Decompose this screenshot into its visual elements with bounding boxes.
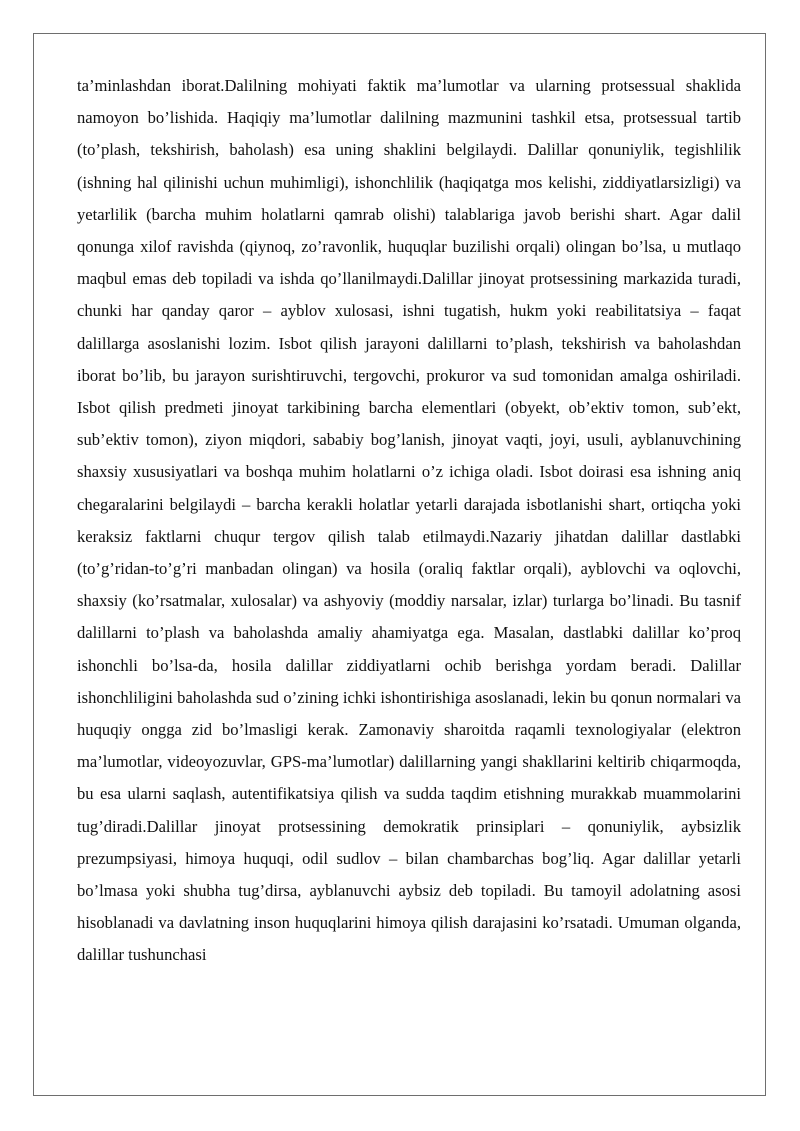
body-paragraph: ta’minlashdan iborat.Dalilning mohiyati faktik ma’lumotlar va ularning protsessual shaklida namoyon bo’lishida. Haqiqiy ma’lumotlar dalilning mazmunini tashkil etsa, protsessual tartib (to’plash, tekshirish, baholash) esa uning shaklini belgilaydi. Dalillar qonuniylik, tegishlilik (ishning hal qilinishi uchun muhimligi), ishonchlilik (haqiqatga mos kelishi, ziddiyatlarsizligi) va yetarlilik (barcha muhim holatlarni qamrab olishi) talablariga javob berishi shart. Agar dalil qonunga xilof ravishda (qiynoq, zo’ravonlik, huquqlar buzilishi orqali) olingan bo’lsa, u mutlaqo maqbul emas deb topiladi va ishda qo’llanilmaydi.Dalillar jinoyat protsessining markazida turadi, chunki har qanday qaror – ayblov xulosasi, ishni tugatish, hukm yoki reabilitatsiya – faqat dalillarga asoslanishi lozim. Isbot qilish jarayoni dalillarni to’plash, tekshirish va baholashdan iborat bo’lib, bu jarayon surishtiruvchi, tergovchi, prokuror va sud tomonidan amalga oshiriladi. Isbot qilish predmeti jinoyat tarkibining barcha elementlari (obyekt, ob’ektiv tomon, sub’ekt, sub’ektiv tomon), ziyon miqdori, sababiy bog’lanish, jinoyat vaqti, joyi, usuli, ayblanuvchining shaxsiy xususiyatlari va boshqa muhim holatlarni o’z ichiga oladi. Isbot doirasi esa ishning aniq chegaralarini belgilaydi – barcha kerakli holatlar yetarli darajada isbotlanishi shart, ortiqcha yoki keraksiz faktlarni chuqur tergov qilish talab etilmaydi.Nazariy jihatdan dalillar dastlabki (to’g’ridan-to’g’ri manbadan olingan) va hosila (oraliq faktlar orqali), ayblovchi va oqlovchi, shaxsiy (ko’rsatmalar, xulosalar) va ashyoviy (moddiy narsalar, izlar) turlarga bo’linadi. Bu tasnif dalillarni to’plash va baholashda amaliy ahamiyatga ega. Masalan, dastlabki dalillar ko’proq ishonchli bo’lsa-da, hosila dalillar ziddiyatlarni ochib berishga yordam beradi. Dalillar ishonchliligini baholashda sud o’zining ichki ishontirishiga asoslanadi, lekin bu qonun normalari va huquqiy ongga zid bo’lmasligi kerak. Zamonaviy sharoitda raqamli texnologiyalar (elektron ma’lumotlar, videoyozuvlar, GPS-ma’lumotlar) dalillarning yangi shakllarini keltirib chiqarmoqda, bu esa ularni saqlash, autentifikatsiya qilish va sudda taqdim etishning murakkab muammolarini tug’diradi.Dalillar jinoyat protsessining demokratik prinsiplari – qonuniylik, aybsizlik prezumpsiyasi, himoya huquqi, odil sudlov – bilan chambarchas bog’liq. Agar dalillar yetarli bo’lmasa yoki shubha tug’dirsa, ayblanuvchi aybsiz deb topiladi. Bu tamoyil adolatning asosi hisoblanadi va davlatning inson huquqlarini himoya qilish darajasini ko’rsatadi. Umuman olganda, dalillar tushunchasi: [77, 76, 741, 965]
